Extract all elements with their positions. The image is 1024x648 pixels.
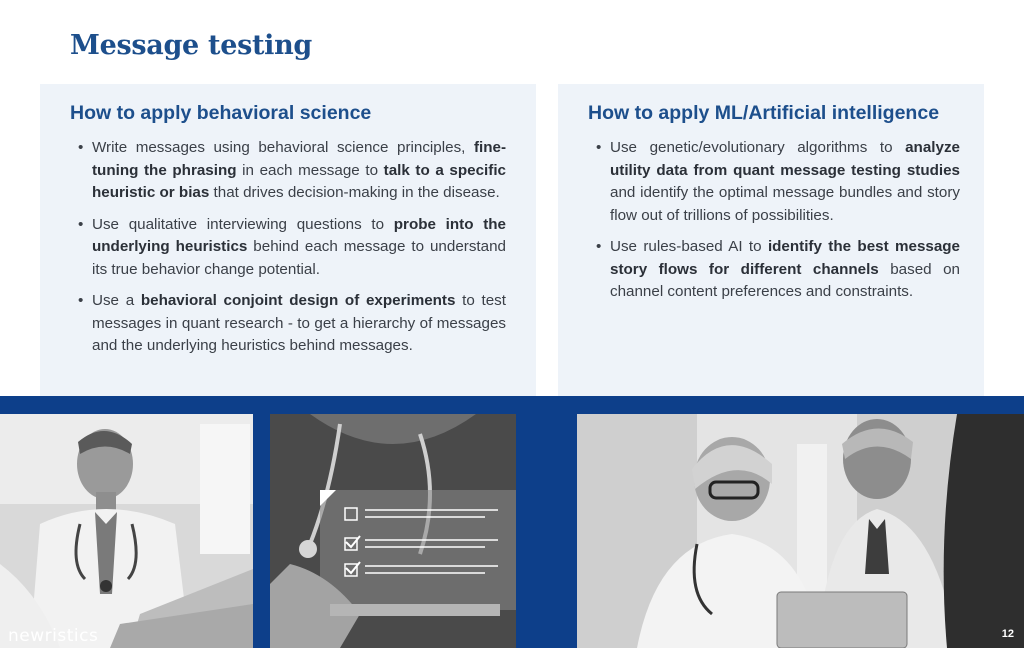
behavioral-science-panel [40,84,536,400]
text-run: that drives decision-making in the disease. [209,184,500,201]
stethoscope-checklist-photo [270,414,516,648]
newristics-logo: newristics [8,626,99,646]
text-run: based on channel content preferences and constraints. [610,260,960,300]
bullet-dot: • [78,292,84,309]
bold-phrase: identify the best message story flows for different channels [610,238,961,278]
bold-phrase: behavioral conjoint design of experiments [140,292,456,309]
text-run: to test messages in quant research - to get a hierarchy of messages and the underlying heuristics behind messages. [92,292,506,354]
text-run: Use rules-based AI to [610,238,768,255]
bullet-item [588,236,960,304]
text-run: behind each message to understand its true behavior change potential. [92,238,506,278]
text-run: and identify the optimal message bundles and story flow out of trillions of possibilities. [610,184,960,224]
bold-phrase: fine-tuning the phrasing [92,139,506,179]
page-title: Message testing [70,30,313,61]
bullet-item [70,137,506,205]
page-number: 12 [1001,628,1014,640]
bullet-dot: • [78,215,84,233]
ai-panel [558,84,984,400]
behavioral-science-list [70,137,506,358]
bullet-dot: • [596,139,602,156]
doctor-at-laptop-photo [0,414,253,648]
text-run: Use qualitative interviewing questions to [92,215,394,233]
doctors-with-tablet-photo [577,414,1024,648]
bullet-dot: • [596,238,602,255]
behavioral-science-heading: How to apply behavioral science [70,102,372,124]
bullet-item [70,290,506,358]
bullet-item [70,214,506,282]
bullet-item [588,137,960,227]
bold-phrase: talk to a specific heuristic or bias [92,161,506,201]
text-run: Use genetic/evolutionary algorithms to [610,139,906,156]
text-run: Use a [92,292,141,309]
bullet-dot: • [78,139,84,156]
text-run: Write messages using behavioral science principles, [92,139,474,156]
bold-phrase: analyze utility data from quant message testing studies [610,139,960,179]
ai-list [588,137,960,304]
bold-phrase: probe into the underlying heuristics [92,215,506,255]
ai-heading: How to apply ML/Artificial intelligence [588,102,940,124]
text-run: in each message to [236,161,384,179]
